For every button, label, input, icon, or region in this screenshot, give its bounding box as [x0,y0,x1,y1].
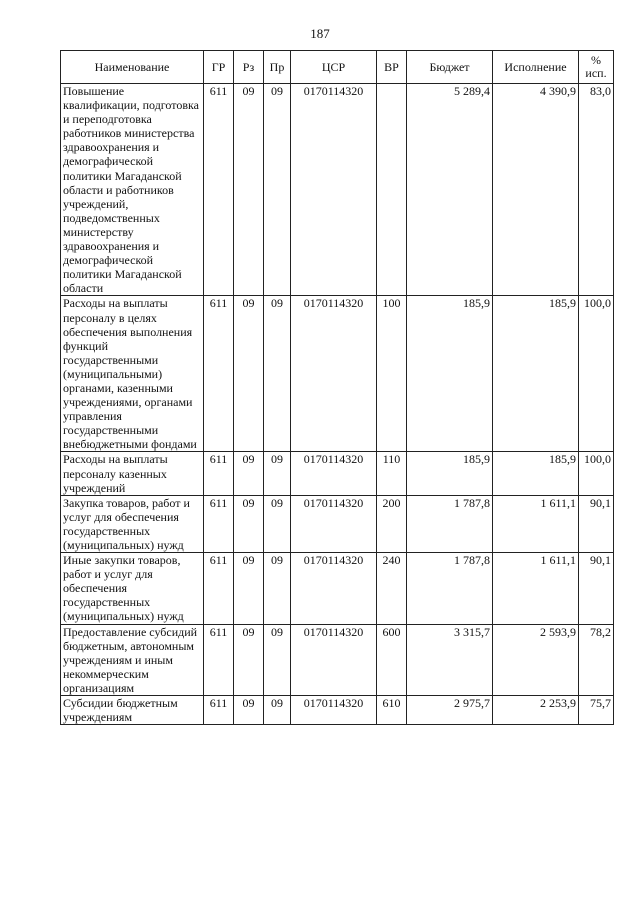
cell-percent: 90,1 [579,495,614,552]
cell-rz: 09 [234,84,264,296]
cell-gr: 611 [204,553,234,624]
cell-execution: 4 390,9 [493,84,579,296]
cell-gr: 611 [204,84,234,296]
header-percent-symbol: % [591,53,601,67]
cell-percent: 75,7 [579,696,614,725]
cell-pr: 09 [264,452,291,495]
cell-budget: 1 787,8 [407,553,493,624]
cell-vr [377,84,407,296]
cell-gr: 611 [204,452,234,495]
cell-csr: 0170114320 [291,452,377,495]
cell-rz: 09 [234,452,264,495]
page-number: 187 [310,26,330,41]
cell-vr: 200 [377,495,407,552]
cell-percent: 78,2 [579,624,614,695]
table-row [61,84,614,296]
cell-rz: 09 [234,696,264,725]
cell-budget: 5 289,4 [407,84,493,296]
cell-percent: 100,0 [579,296,614,452]
cell-name: Субсидии бюджетным учреждениям [61,696,204,725]
header-vr: ВР [377,51,407,84]
table-header-row [61,51,614,84]
cell-pr: 09 [264,296,291,452]
cell-vr: 100 [377,296,407,452]
table-row [61,495,614,552]
cell-pr: 09 [264,495,291,552]
cell-execution: 185,9 [493,296,579,452]
cell-execution: 1 611,1 [493,553,579,624]
cell-percent: 90,1 [579,553,614,624]
cell-gr: 611 [204,696,234,725]
table-row [61,624,614,695]
cell-csr: 0170114320 [291,495,377,552]
table-row [61,696,614,725]
header-execution: Исполнение [493,51,579,84]
cell-pr: 09 [264,84,291,296]
cell-budget: 185,9 [407,296,493,452]
header-name: Наименование [61,51,204,84]
header-budget: Бюджет [407,51,493,84]
cell-gr: 611 [204,296,234,452]
cell-budget: 2 975,7 [407,696,493,725]
cell-pr: 09 [264,553,291,624]
cell-budget: 1 787,8 [407,495,493,552]
header-pr: Пр [264,51,291,84]
cell-vr: 600 [377,624,407,695]
cell-rz: 09 [234,296,264,452]
cell-name: Предоставление субсидий бюджетным, автономным учреждениям и иным некоммерческим организациям [61,624,204,695]
cell-execution: 2 593,9 [493,624,579,695]
cell-vr: 610 [377,696,407,725]
cell-name: Закупка товаров, работ и услуг для обеспечения государственных (муниципальных) нужд [61,495,204,552]
cell-pr: 09 [264,624,291,695]
cell-csr: 0170114320 [291,553,377,624]
cell-gr: 611 [204,624,234,695]
cell-rz: 09 [234,553,264,624]
table-row [61,452,614,495]
cell-execution: 185,9 [493,452,579,495]
cell-vr: 240 [377,553,407,624]
cell-csr: 0170114320 [291,84,377,296]
cell-name: Расходы на выплаты персоналу казенных учреждений [61,452,204,495]
cell-execution: 1 611,1 [493,495,579,552]
cell-vr: 110 [377,452,407,495]
cell-name: Повышение квалификации, подготовка и переподготовка работников министерства здравоохранения и демографической политики Магаданской области и работников учреждений, подведомственных министерству здравоохранения и демографической политики Магаданской области [61,84,204,296]
cell-csr: 0170114320 [291,296,377,452]
table-row [61,296,614,452]
cell-name: Расходы на выплаты персоналу в целях обеспечения выполнения функций государственными (муниципальными) органами, казенными учреждениями, органами управления государственными внебюджетными фондами [61,296,204,452]
cell-gr: 611 [204,495,234,552]
cell-name: Иные закупки товаров, работ и услуг для обеспечения государственных (муниципальных) нужд [61,553,204,624]
cell-pr: 09 [264,696,291,725]
cell-rz: 09 [234,495,264,552]
table-row [61,553,614,624]
budget-table [60,50,614,725]
cell-percent: 100,0 [579,452,614,495]
cell-percent: 83,0 [579,84,614,296]
cell-budget: 3 315,7 [407,624,493,695]
cell-rz: 09 [234,624,264,695]
cell-execution: 2 253,9 [493,696,579,725]
header-percent-label: исп. [585,66,607,80]
cell-budget: 185,9 [407,452,493,495]
header-rz: Рз [234,51,264,84]
cell-csr: 0170114320 [291,624,377,695]
header-gr: ГР [204,51,234,84]
header-percent [579,51,614,84]
cell-csr: 0170114320 [291,696,377,725]
header-csr: ЦСР [291,51,377,84]
